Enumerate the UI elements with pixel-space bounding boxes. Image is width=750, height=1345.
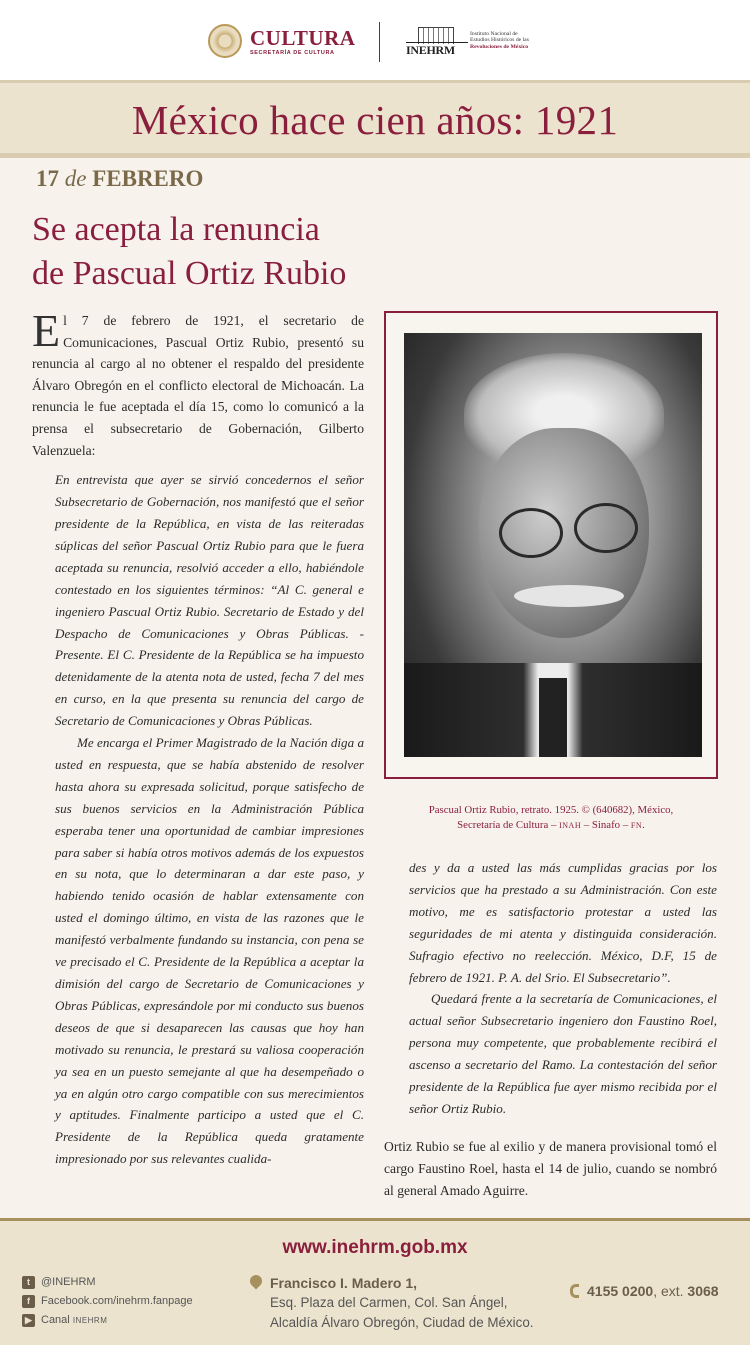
facebook-icon: f bbox=[22, 1295, 35, 1308]
quote-paragraph-1: En entrevista que ayer se sirvió concedernos el señor Subsecretario de Gobernación, nos manifestó que el señor presidente de la República, en vista de las reiteradas súplicas del señor Pascual Ortiz Rubio para que le fuera aceptada su renuncia, resolvió acceder a ello, habiéndole contestado en los siguientes términos: “Al C. general e ingeniero Pascual Ortiz Rubio. Secretario de Estado y del Despacho de Comunicaciones y Obras Públicas. -Presente. El C. Presidente de la República se ha impuesto detenidamente de la atenta nota de usted, fecha 7 del mes en curso, en la que presenta su renuncia del cargo de Secretario de Comunicaciones y Obras Públicas. bbox=[55, 472, 364, 729]
quote-paragraph-3: des y da a usted las más cumplidas gracias por los servicios que ha prestado a su Administración. Con este motivo, me es satisfactorio protestar a usted las seguridades de mi atenta y distinguida consideración. Sufragio efectivo no reelección. México, D.F, 15 de febrero de 1921. P. A. del Srio. El Subsecretario”. bbox=[409, 860, 717, 985]
location-pin-icon bbox=[248, 1273, 265, 1290]
website-link[interactable]: www.inehrm.gob.mx bbox=[282, 1237, 468, 1258]
inehrm-wordmark: INEHRM bbox=[406, 42, 468, 58]
title-band bbox=[0, 80, 750, 158]
cultura-logo[interactable] bbox=[208, 24, 358, 62]
quote-paragraph-2: Me encarga el Primer Magistrado de la Nación diga a usted en respuesta, que se había abstenido de resolver hasta ahora su expresada solicitud, porque satisfecho de sus buenos servicios en la Administración Pública esperaba tener una oportunidad de cambiar impresiones para saber si había otros motivos además de los expuestos en su nota, que lo determinaran a dar este paso, y habiendo tenido ocasión de hablar extensamente con usted el domingo último, en vista de las razones que le manifestó verbalmente fundando su instancia, con pena se ve precisado el C. Presidente de la República a aceptar la dimisión del cargo de Secretario de Comunicaciones y Obras Públicas, expresándole por mi conducto sus buenos deseos de que si desaparecen las causas que hoy han motivado su renuncia, le prestará su valiosa cooperación ya sea en un puesto semejante al que ha desempeñado o ya en algún otro cargo compatible con sus merecimientos y aptitudes. Finalmente participo a usted que el C. Presidente de la República queda gratamente impresionado por sus relevantes cualida- bbox=[55, 735, 364, 1167]
twitter-icon: t bbox=[22, 1276, 35, 1289]
portrait-frame bbox=[384, 311, 718, 779]
drop-cap: E bbox=[32, 305, 61, 356]
photo-caption: Pascual Ortiz Rubio, retrato. 1925. © (640682), México, Secretaría de Cultura – INAH – Sinafo – FN. bbox=[428, 804, 674, 831]
youtube-link[interactable]: ▶ Canal INEHRM bbox=[22, 1311, 193, 1330]
top-header bbox=[0, 0, 750, 80]
footer bbox=[0, 1218, 750, 1345]
inehrm-full-name: Instituto Nacional de Estudios Históricos de las Revoluciones de México bbox=[470, 31, 529, 50]
article-left-column bbox=[32, 305, 364, 1170]
cultura-wordmark: CULTURA bbox=[250, 26, 356, 50]
cultura-subtitle: SECRETARÍA DE CULTURA bbox=[250, 50, 335, 56]
article-date: 17 de FEBRERO bbox=[36, 166, 204, 191]
youtube-icon: ▶ bbox=[22, 1314, 35, 1327]
portrait-photo bbox=[404, 333, 702, 757]
header-divider bbox=[379, 22, 380, 62]
article-right-column bbox=[409, 857, 717, 1120]
address: Francisco I. Madero 1, Esq. Plaza del Carmen, Col. San Ángel, Alcaldía Álvaro Obregón, Ciudad de México. bbox=[250, 1273, 534, 1333]
article-intro: El 7 de febrero de 1921, el secretario de Comunicaciones, Pascual Ortiz Rubio, presentó su renuncia al cargo al no obtener el respaldo del presidente Álvaro Obregón en el conflicto electoral de Michoacán. La renuncia le fue aceptada el día 15, como lo comunicó a la prensa el subsecretario de Gobernación, Gilberto Valenzuela: bbox=[32, 305, 364, 458]
facebook-link[interactable]: f Facebook.com/inehrm.fanpage bbox=[22, 1292, 193, 1311]
twitter-link[interactable]: t @INEHRM bbox=[22, 1273, 193, 1292]
phone-number[interactable]: 4155 0200, ext. 3068 bbox=[570, 1283, 719, 1299]
eagle-seal-icon bbox=[208, 24, 242, 58]
phone-icon bbox=[570, 1284, 579, 1298]
article-closing: Ortiz Rubio se fue al exilio y de manera provisional tomó el cargo Faustino Roel, hasta el 14 de julio, cuando se nombró al general Amado Aguirre. bbox=[384, 1139, 717, 1198]
article-headline: Se acepta la renuncia de Pascual Ortiz Rubio bbox=[32, 211, 347, 292]
quote-paragraph-4: Quedará frente a la secretaría de Comunicaciones, el actual señor Subsecretario ingeniero don Faustino Roel, persona muy competente, que probablemente recibirá el ascenso a secretario del Ramo. La contestación del señor presidente de la República fue ayer mismo recibida por el señor Ortiz Rubio. bbox=[409, 991, 717, 1116]
page-title: México hace cien años: 1921 bbox=[131, 97, 619, 143]
social-links bbox=[22, 1273, 193, 1330]
inehrm-logo[interactable] bbox=[406, 25, 546, 59]
article-quote bbox=[55, 469, 364, 1170]
